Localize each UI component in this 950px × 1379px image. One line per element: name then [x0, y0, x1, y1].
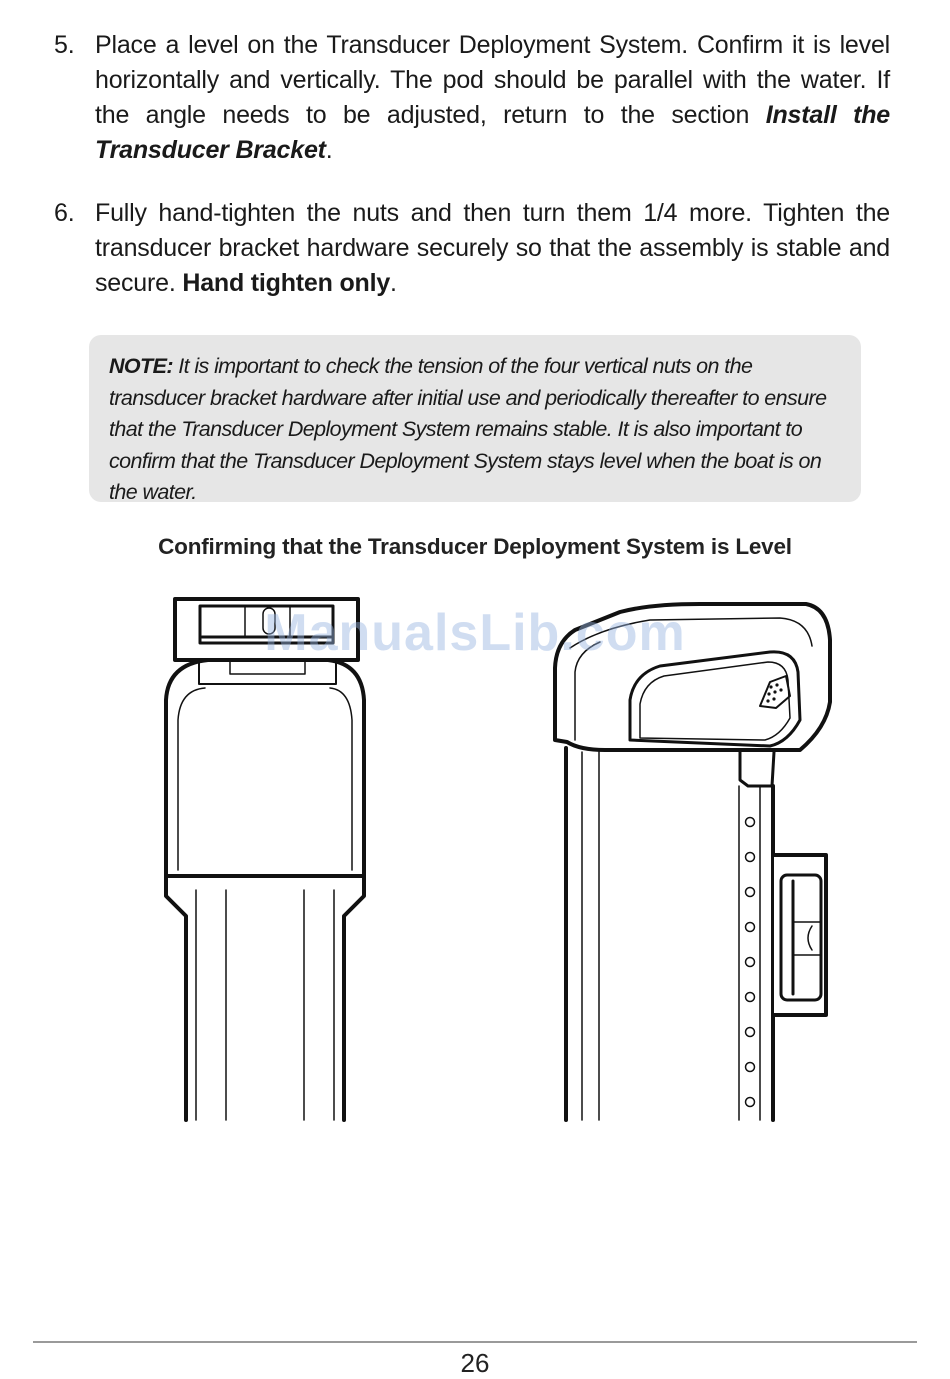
step-text-end: .: [390, 269, 397, 297]
step-text-body: Place a level on the Transducer Deployment System. Confirm it is level horizontally and vertically. The pod should be parallel with the water. If the angle needs to be adjusted, return to the section: [95, 31, 890, 129]
step-number: 5.: [54, 31, 75, 59]
note-box: [89, 335, 861, 502]
step-text: [95, 28, 890, 168]
step-text-end: .: [325, 136, 333, 164]
step-emphasis: Hand tighten only: [182, 269, 391, 297]
watermark: ManualsLib.com: [264, 604, 686, 662]
section-reference-link[interactable]: Install the Transducer Bracket: [95, 101, 890, 164]
figure-illustration: [0, 590, 950, 1130]
page-number: 26: [460, 1348, 490, 1378]
transducer-side-view-with-level: [555, 604, 830, 1120]
note-label: NOTE:: [109, 354, 173, 378]
note-text: It is important to check the tension of the four vertical nuts on the transducer bracket hardware after initial use and periodically thereafter to ensure that the Transducer Deployment System remains stable. It is also important to confirm that the Transducer Deployment System stays level when the boat is on the water.: [109, 354, 827, 504]
step-6: [54, 196, 890, 301]
step-text-body: Fully hand-tighten the nuts and then turn them 1/4 more. Tighten the transducer bracket hardware securely so that the assembly is stable and secure.: [95, 199, 890, 297]
transducer-front-view-with-level: [166, 599, 364, 1120]
figure-caption: Confirming that the Transducer Deployment System is Level: [158, 534, 792, 559]
step-number: 6.: [54, 199, 75, 227]
footer-divider: [33, 1341, 917, 1343]
step-text: [95, 196, 890, 301]
step-5: [54, 28, 890, 168]
